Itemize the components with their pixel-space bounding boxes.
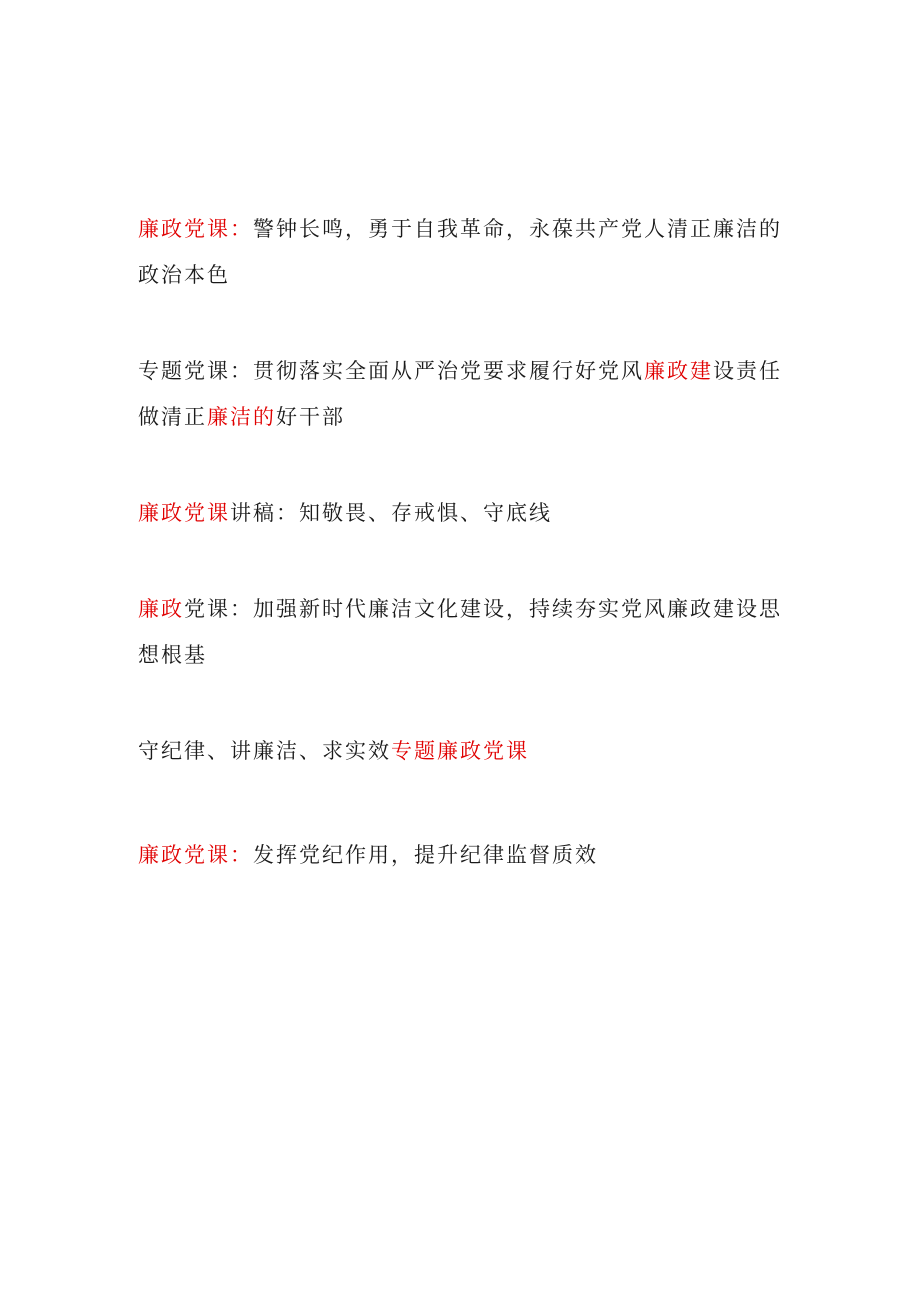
title-entry-4 <box>138 586 788 678</box>
entry-3-text: 讲稿：知敬畏、存戒惧、守底线 <box>230 501 552 525</box>
entry-6-highlight: 廉政党课： <box>138 843 253 867</box>
entry-5-text: 守纪律、讲廉洁、求实效 <box>138 739 391 763</box>
entry-2-text-a: 专题党课：贯彻落实全面从严治党要求履行好党风 <box>138 359 644 383</box>
title-entry-6 <box>138 832 788 878</box>
title-entry-2 <box>138 348 788 440</box>
title-entry-5 <box>138 728 788 774</box>
entry-2-text-b: 设责任做清正 <box>138 359 782 429</box>
entry-2-highlight-b: 廉洁的 <box>207 405 276 429</box>
entry-2-highlight-a: 廉政建 <box>644 359 713 383</box>
title-entry-3 <box>138 490 788 536</box>
entry-2-text-c: 好干部 <box>276 405 345 429</box>
entry-6-text: 发挥党纪作用，提升纪律监督质效 <box>253 843 598 867</box>
entry-4-text: 党课：加强新时代廉洁文化建设，持续夯实党风廉政建设思想根基 <box>138 597 782 667</box>
title-entry-1 <box>138 206 788 298</box>
entry-5-highlight: 专题廉政党课 <box>391 739 529 763</box>
entry-1-highlight: 廉政党课： <box>138 217 253 241</box>
entry-4-highlight: 廉政 <box>138 597 184 621</box>
entry-3-highlight: 廉政党课 <box>138 501 230 525</box>
entry-1-text: 警钟长鸣，勇于自我革命，永葆共产党人清正廉洁的政治本色 <box>138 217 782 287</box>
